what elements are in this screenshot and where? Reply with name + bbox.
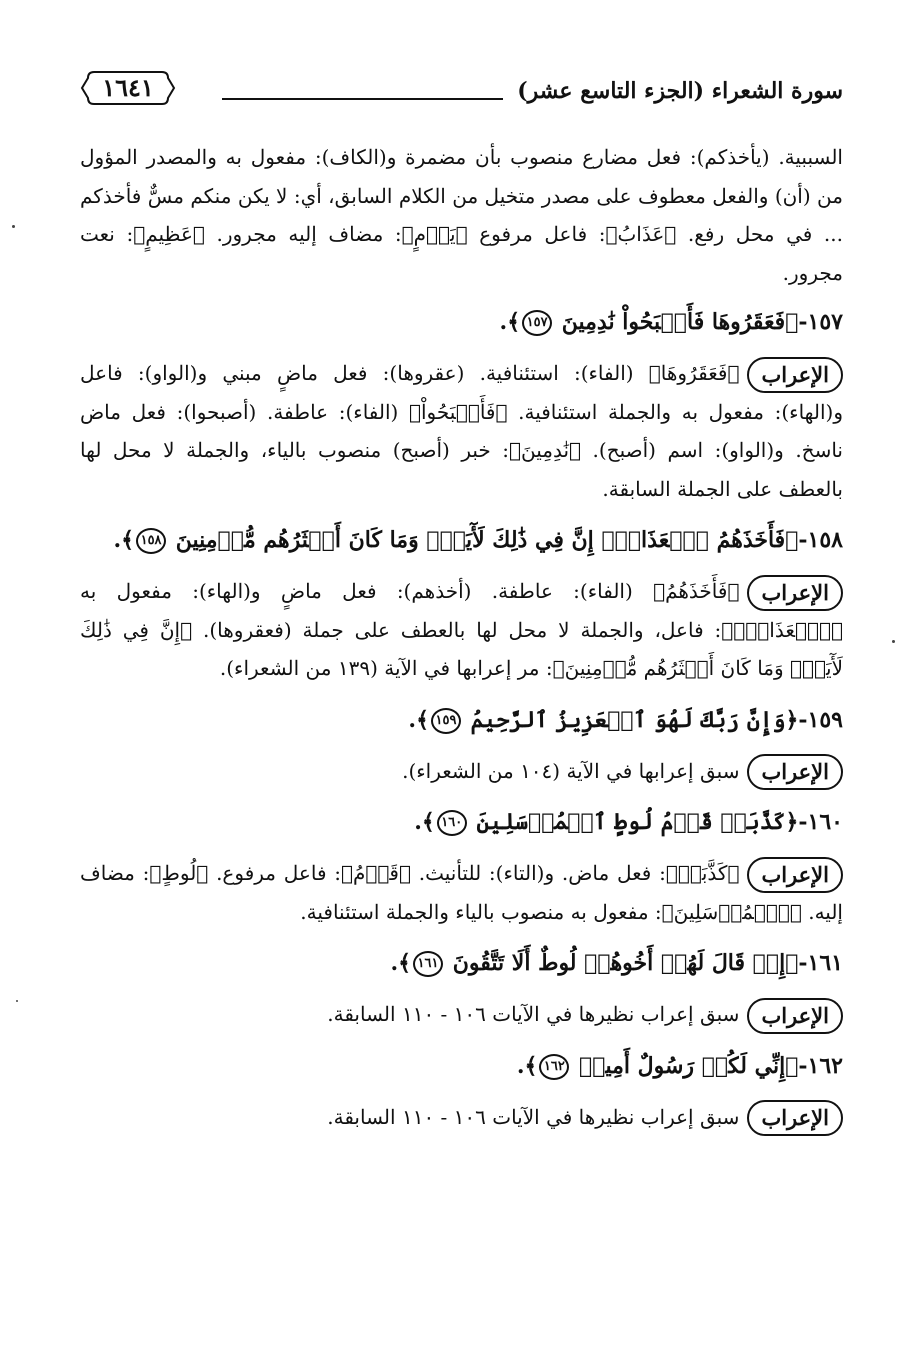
irab-label: الإعراب: [747, 754, 843, 790]
irab-text: سبق إعراب نظيرها في الآيات ١٠٦ - ١١٠ السابقة.: [327, 1002, 740, 1026]
verse-text: ﴿إِذۡ قَالَ لَهُمۡ أَخُوهُمۡ لُوطٌ أَلَا تَتَّقُونَ: [452, 950, 799, 976]
verse-heading: [80, 943, 843, 983]
irab-text: ﴿فَعَقَرُوهَا﴾ (الفاء): استئنافية. (عقروها): فعل ماضٍ مبني و(الواو): فاعل و(الهاء): مفعول به والجملة استئنافية. ﴿فَأَصۡبَحُواْ﴾ (الفاء): عاطفة. (أصبحوا): فعل ماض ناسخ. و(الواو): اسم (أصبح). ﴿نَٰدِمِينَ﴾: خبر (أصبح) منصوب بالياء، والجملة لا محل لها بالعطف على الجملة السابقة.: [80, 361, 843, 501]
verse-block-160: [80, 802, 843, 931]
verse-heading: [80, 520, 843, 560]
verse-text: ﴿كَذَّبَتۡ قَوۡمُ لُوطٍ ٱلۡمُرۡسَلِينَ: [476, 809, 799, 835]
irab-text: سبق إعراب نظيرها في الآيات ١٠٦ - ١١٠ السابقة.: [327, 1104, 740, 1129]
verse-close: ﴾.: [390, 950, 412, 976]
verse-block-162: [80, 1046, 843, 1137]
verse-number: ١٥٧-: [798, 309, 843, 335]
irab-paragraph: [80, 752, 843, 791]
irab-text: سبق إعرابها في الآية (١٠٤ من الشعراء).: [402, 758, 740, 783]
verse-heading: [80, 302, 843, 342]
verse-number: ١٦٢-: [798, 1052, 843, 1079]
header-rule: [222, 98, 503, 100]
irab-paragraph: [80, 854, 843, 931]
verse-close: ﴾.: [499, 309, 521, 335]
scan-speck: [16, 1000, 18, 1002]
scan-speck: [892, 640, 895, 643]
verse-heading: [80, 1046, 843, 1086]
verse-text: ﴿فَأَخَذَهُمُ ٱلۡعَذَابُۚ إِنَّ فِي ذَٰلِكَ لَأٓيَةٗۖ وَمَا كَانَ أَكۡثَرُهُم مُّؤۡمِنِينَ: [175, 527, 799, 553]
verse-block-161: [80, 943, 843, 1034]
verse-block-158: [80, 520, 843, 688]
irab-paragraph: [80, 572, 843, 688]
irab-label: الإعراب: [747, 357, 843, 393]
ayah-number-icon: ١٥٨: [136, 528, 166, 554]
page-body: [80, 138, 843, 1148]
verse-text: ﴿إِنِّي لَكُمۡ رَسُولٌ أَمِينٞ: [579, 1052, 799, 1079]
irab-label: الإعراب: [747, 575, 843, 611]
verse-text: ﴿فَعَقَرُوهَا فَأَصۡبَحُواْ نَٰدِمِينَ: [561, 309, 799, 335]
verse-close: ﴾.: [516, 1052, 538, 1079]
irab-text: ﴿كَذَّبَتۡ﴾: فعل ماض. و(التاء): للتأنيث. ﴿قَوۡمُ﴾: فاعل مرفوع. ﴿لُوطٍ﴾: مضاف إليه. ﴿ٱلۡمُرۡسَلِينَ﴾: مفعول به منصوب بالياء والجملة استئنافية.: [80, 861, 843, 924]
verse-heading: [80, 700, 843, 740]
header-title: سورة الشعراء (الجزء التاسع عشر): [517, 78, 843, 104]
irab-paragraph: [80, 354, 843, 508]
page-header: [72, 68, 843, 114]
scan-speck: [12, 225, 15, 228]
verse-close: ﴾.: [408, 706, 429, 733]
verse-text: ﴿وَإِنَّ رَبَّكَ لَهُوَ ٱلۡعَزِيزُ ٱلرَّحِيمُ: [470, 706, 799, 733]
verse-number: ١٥٨-: [798, 527, 843, 553]
ayah-number-icon: ١٦٢: [539, 1054, 569, 1080]
page-number-text: ١٦٤١: [102, 73, 154, 102]
verse-block-157: [80, 302, 843, 508]
ayah-number-icon: ١٥٩: [431, 708, 461, 734]
verse-block-159: [80, 700, 843, 791]
verse-number: ١٦١-: [798, 950, 843, 976]
verse-number: ١٥٩-: [798, 706, 843, 733]
irab-paragraph: [80, 1098, 843, 1137]
ayah-number-icon: ١٥٧: [522, 310, 552, 336]
verse-heading: [80, 802, 843, 842]
verse-close: ﴾.: [113, 527, 135, 553]
irab-label: الإعراب: [747, 857, 843, 893]
irab-text: ﴿فَأَخَذَهُمُ﴾ (الفاء): عاطفة. (أخذهم): فعل ماضٍ و(الهاء): مفعول به ﴿ٱلۡعَذَابُۚ﴾: فاعل، والجملة لا محل لها بالعطف على جملة (فعقروها). ﴿إِنَّ فِي ذَٰلِكَ لَأٓيَةٗۖ وَمَا كَانَ أَكۡثَرُهُم مُّؤۡمِنِينَ﴾: مر إعرابها في الآية (١٣٩ من الشعراء).: [80, 579, 843, 680]
page-number: [80, 68, 176, 108]
verse-number: ١٦٠-: [798, 809, 843, 835]
verse-close: ﴾.: [414, 809, 435, 835]
intro-paragraph: السببية. (يأخذكم): فعل مضارع منصوب بأن مضمرة و(الكاف): مفعول به والمصدر المؤول من (أن) والفعل معطوف على مصدر متخيل من الكلام السابق، أي: لا يكن منكم مسٌّ فأخذكم ... في محل رفع. ﴿عَذَابُ﴾: فاعل مرفوع ﴿يَوۡمٍ﴾: مضاف إليه مجرور. ﴿عَظِيمٍ﴾: نعت مجرور.: [80, 145, 843, 285]
irab-label: الإعراب: [747, 1100, 843, 1136]
irab-paragraph: [80, 995, 843, 1034]
irab-label: الإعراب: [747, 998, 843, 1034]
ayah-number-icon: ١٦١: [413, 951, 443, 977]
ayah-number-icon: ١٦٠: [437, 810, 467, 836]
